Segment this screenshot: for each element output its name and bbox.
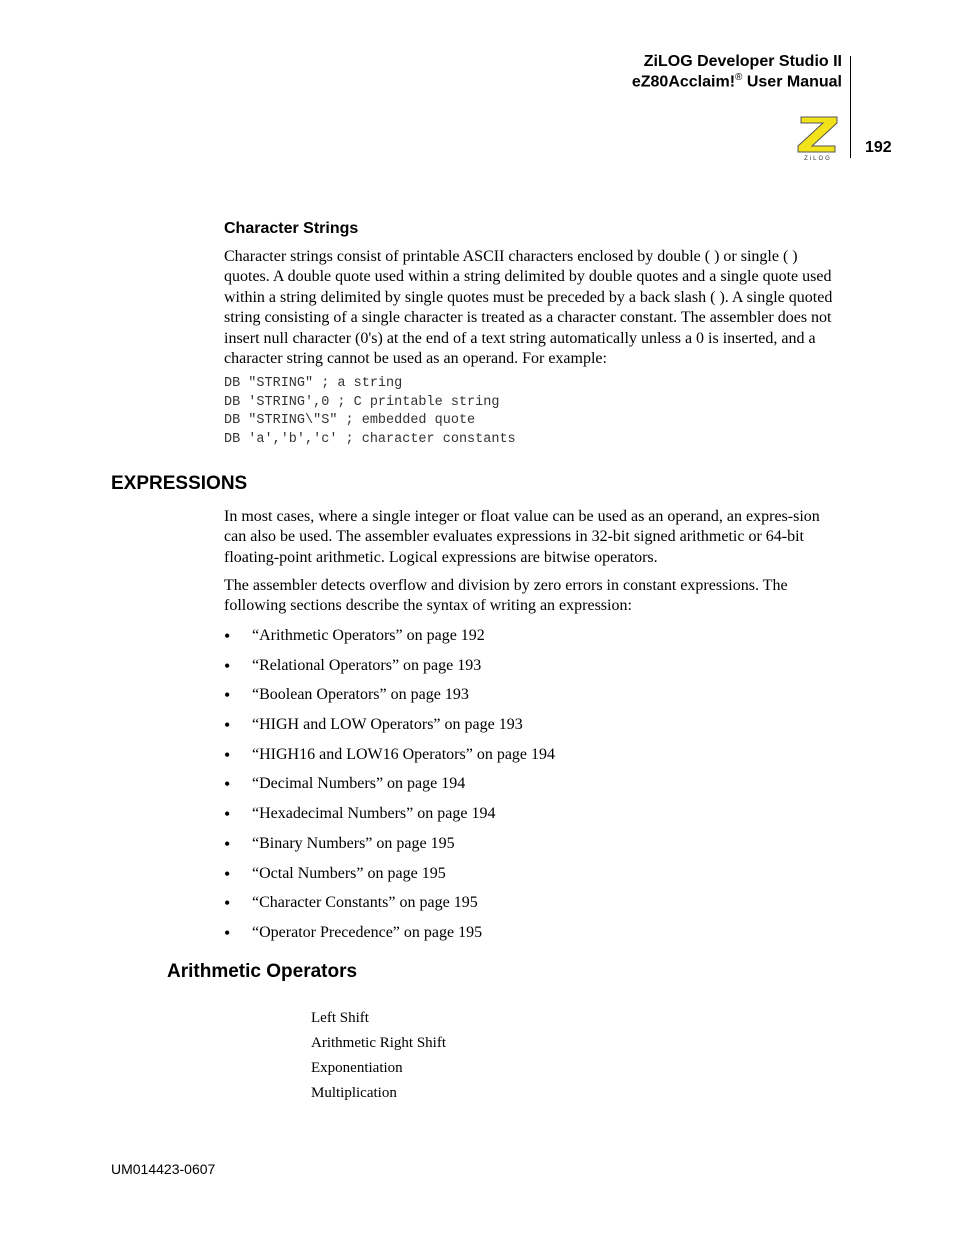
expressions-paragraph-1: In most cases, where a single integer or float value can be used as an operand, an expres-sion can also be used. The assembler evaluates expressions in 32-bit signed arithmetic or 64-bit floating-point arithmetic. Logical expressions are bitwise operators. <box>224 508 820 566</box>
cross-reference-link[interactable]: “Relational Operators” on page 193 <box>252 656 482 674</box>
cross-reference-link[interactable]: “Operator Precedence” on page 195 <box>252 923 483 941</box>
character-strings-heading: Character Strings <box>224 220 359 237</box>
cross-reference-link[interactable]: “HIGH16 and LOW16 Operators” on page 194 <box>252 745 556 763</box>
header-product: eZ80Acclaim! <box>631 73 736 91</box>
document-id: UM014423-0607 <box>111 1161 216 1177</box>
bullet-icon: • <box>224 863 231 884</box>
code-example <box>224 375 516 450</box>
header-divider <box>850 56 851 158</box>
bullet-icon: • <box>224 922 231 943</box>
list-item <box>224 891 555 921</box>
bullet-icon: • <box>224 626 231 646</box>
operator-item: Multiplication <box>311 1085 397 1101</box>
arithmetic-operators-list <box>311 1008 446 1108</box>
page-number: 192 <box>865 139 892 156</box>
operator-item: Left Shift <box>311 1010 369 1026</box>
cross-reference-link[interactable]: “Binary Numbers” on page 195 <box>252 834 455 852</box>
header-manual: User Manual <box>742 73 842 91</box>
cross-reference-link[interactable]: “Character Constants” on page 195 <box>252 894 478 912</box>
bullet-icon: • <box>224 744 231 765</box>
character-strings-paragraph: Character strings consist of printable ASCII characters enclosed by double ( ) or single ( ) quotes. A double quote used within a string delimited by double quotes and a single quote used within a string delimited by single quotes must be preceded by a back slash ( ). A single quoted string consisting of a single character is treated as a character constant. The assembler does not insert null character (0's) at the end of a text string automatically unless a 0 is inserted, and a character string cannot be used as an operand. For example: <box>224 248 833 368</box>
code-line: DB "STRING" ; a string <box>224 376 403 391</box>
list-item <box>224 654 555 684</box>
code-line: DB 'STRING',0 ; C printable string <box>224 394 500 410</box>
list-item <box>224 802 555 832</box>
header-subtitle <box>632 72 842 91</box>
cross-reference-link[interactable]: “Hexadecimal Numbers” on page 194 <box>252 805 496 823</box>
bullet-icon: • <box>224 715 231 736</box>
cross-reference-link[interactable]: “Decimal Numbers” on page 194 <box>252 775 466 793</box>
zilog-logo-icon <box>795 114 841 162</box>
header-title: ZiLOG Developer Studio II <box>643 53 842 70</box>
bullet-icon: • <box>224 774 231 795</box>
expressions-paragraph-2: The assembler detects overflow and division by zero errors in constant expressions. The following sections describe the syntax of writing an expression: <box>224 577 788 615</box>
code-line: DB "STRING\"S" ; embedded quote <box>224 413 476 429</box>
logo-text: ZiLOG <box>804 156 832 162</box>
bullet-icon: • <box>224 893 231 914</box>
operator-item: Exponentiation <box>311 1060 403 1076</box>
cross-reference-link[interactable]: “Octal Numbers” on page 195 <box>252 864 446 882</box>
bullet-icon: • <box>224 804 231 825</box>
bullet-icon: • <box>224 655 231 676</box>
list-item <box>224 862 555 892</box>
code-line: DB 'a','b','c' ; character constants <box>224 432 516 448</box>
expressions-link-list <box>224 624 555 951</box>
list-item <box>224 772 555 802</box>
expressions-heading: EXPRESSIONS <box>111 473 248 494</box>
list-item <box>224 624 555 654</box>
list-item <box>224 832 555 862</box>
list-item <box>224 921 555 951</box>
list-item <box>224 713 555 743</box>
list-item <box>224 683 555 713</box>
cross-reference-link[interactable]: “Boolean Operators” on page 193 <box>252 686 469 704</box>
arithmetic-operators-heading: Arithmetic Operators <box>167 961 358 982</box>
registered-mark: ® <box>735 72 743 83</box>
cross-reference-link[interactable]: “HIGH and LOW Operators” on page 193 <box>252 716 523 734</box>
cross-reference-link[interactable]: “Arithmetic Operators” on page 192 <box>252 627 485 644</box>
bullet-icon: • <box>224 685 231 706</box>
operator-item: Arithmetic Right Shift <box>311 1035 446 1051</box>
bullet-icon: • <box>224 833 231 854</box>
list-item <box>224 743 555 773</box>
